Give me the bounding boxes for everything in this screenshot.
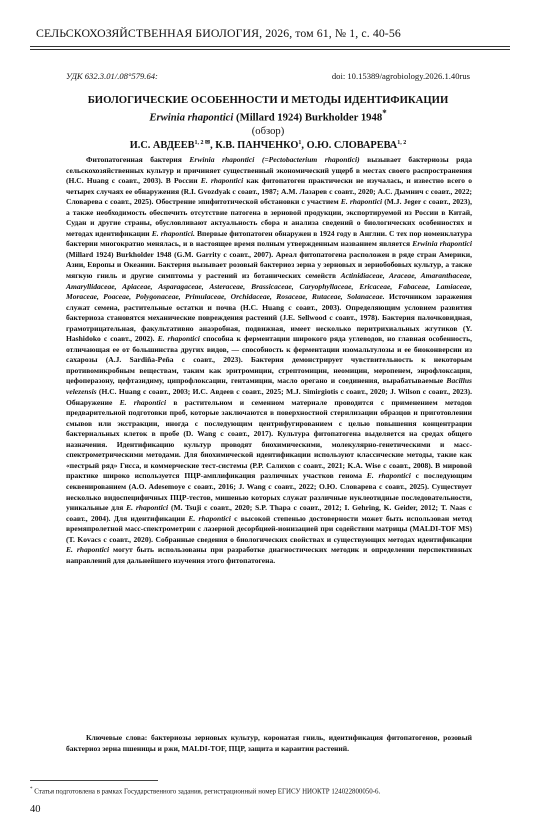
title-line-2	[40, 107, 496, 125]
footnote	[30, 785, 508, 796]
abstract-italic-term: E. rhapontici	[66, 545, 110, 555]
abstract-segment: (H.C. Huang с соавт., 2003; И.С. Авдеев с соавт., 2025; M.J. Simirgiotis с соавт., 2020; J. Wilson с соавт., 2023). Обнаружение	[66, 387, 472, 407]
footnote-rule	[30, 780, 158, 781]
abstract-italic-term: E. rhapontici	[200, 176, 244, 186]
abstract-italic-term: Actinidiaceae, Araceae, Amaranthaceae, Amaryllidaceae, Apiaceae, Asparagaceae, Asteraceae, Brassicaceae, Caryophyllaceae, Ericaceae, Fabaceae, Lamiaceae, Moraceae, Poaceae, Polygonaceae, Primulaceae, Orchidaceae, Rosaceae, Rutaceae, Solanaceae.	[66, 271, 472, 302]
abstract-segment: Фитопатогенная бактерия	[86, 155, 190, 164]
abstract-segment: (M. Tsuji с соавт., 2020; S.P. Thapa с соавт., 2012; I. Gehring, K. Geider, 2012; T. Naas с соавт., 2004). Для идентификации	[66, 503, 472, 523]
abstract-segment: (M.J. Jeger с соавт., 2023), а также необходимость обеспечить отсутствие патогена в зерновой продукции, экспортируемой из России в Китай, Судан и другие страны, обусловливают актуальность сбора и анализа сведений о биологических особенностях и методах идентификации	[66, 197, 472, 238]
abstract-italic-term: E. rhapontici	[188, 513, 231, 523]
abstract-segment: (Millard 1924) Burkholder 1948 (G.M. Garrity с соавт., 2007). Ареал фитопатогена расположен в ряде стран Америки, Азии, Европы и Океании. Бактерия вызывает розовый бактериоз зерна у зерновых и зернобобовых культур, а также мягкую гниль и другие симптомы у растений из ботанических семейств	[66, 249, 472, 281]
author-list: И.С. $АВДЕЕВ^{1, 2 ✉}$, К.В. ПАНЧЕНКО$^1$, О.Ю. СЛОВАРЕВА$^{1, 2}$	[129, 140, 407, 151]
author-affiliation: 1, 2 ✉	[194, 140, 211, 146]
keywords-label: Ключевые слова:	[86, 733, 148, 742]
page-number: 40	[30, 804, 41, 815]
abstract-italic-term: E. rhapontici.	[151, 228, 195, 238]
abstract-italic-term: Erwinia rhapontici	[412, 239, 472, 249]
abstract-segment: с высокой степенью достоверности может быть использован метод времяпролетной масс-спектрометрии с лазерной десорбцией-ионизацией при содействии матрицы (MALDI-TOF MS) (T. Kovacs с соавт., 2020). Собранные сведения о биологических свойствах и существующих методах идентификации	[66, 513, 472, 544]
review-tag: (обзор)	[251, 125, 285, 137]
title-species: Erwinia rhapontici	[149, 111, 234, 124]
journal-header: СЕЛЬСКОХОЗЯЙСТВЕННАЯ БИОЛОГИЯ, 2026, том 61, № 1, с. 40-56	[36, 26, 401, 40]
abstract-segment: вызывает бактериозы ряда сельскохозяйственных культур и причиняет существенный экономический ущерб в местах своего распространения (H.C. Huang с соавт., 2003). В России	[66, 155, 473, 186]
keywords	[66, 733, 472, 754]
abstract-italic-term: E. rhapontici	[126, 503, 169, 513]
abstract-segment: Впервые фитопатоген обнаружен в 1924 году в Англии. С тех пор номенклатура бактерии многократно менялась, и в настоящее время полным утвержденным названием является	[66, 228, 472, 249]
author-name: К.В. ПАНЧЕНКО	[215, 140, 299, 151]
doi-link[interactable]: doi: 10.15389/agrobiology.2026.1.40rus	[331, 71, 470, 81]
footnote-text: Статья подготовлена в рамках Государственного задания, регистрационный номер ЕГИСУ НИОКТР 124022800050-6.	[32, 788, 381, 796]
udk-code: УДК 632.3.01/.08°579.64:	[66, 71, 158, 81]
header-rule-top	[30, 46, 510, 47]
abstract-italic-term: E. rhapontici	[366, 471, 411, 481]
abstract-italic-term: (=Pectobacterium rhapontici)	[254, 155, 360, 164]
title-authority: (Millard 1924) Burkholder 1948	[236, 111, 383, 124]
abstract-segment: с последующим секвенированием (A.O. Adesemoye с соавт., 2016; J. Wang с соавт., 2022; О.Ю. Словарева с соавт., 2025). Существует несколько видоспецифичных ПЦР-тестов, мишенью которых служат различные нуклеотидные последовательности, уникальные для	[66, 471, 472, 513]
footnote-mark: *	[30, 787, 33, 792]
abstract-segment: могут быть использованы при разработке диагностических методик и определении перспективных направлений для дальнейшего изучения этого фитопатогена.	[66, 545, 472, 565]
title-line-1: БИОЛОГИЧЕСКИЕ ОСОБЕННОСТИ И МЕТОДЫ ИДЕНТИФИКАЦИИ	[87, 94, 449, 106]
abstract-segment: в растительном и семенном материале проводится с применением методов предварительной подготовки проб, которые заключаются в поверхностной стерилизации образцов и приготовлении смывов или экстракции, иногда с последующим центрифугированием с целью повышения концентрации бактериальных клеток в пробе (D. Wang с соавт., 2017). Культура фитопатогена выделяется на средах общего назначения. Идентификацию культур проводят биохимическими, молекулярно-генетическими и масс-спектрометрическими методами. Для биохимической идентификации используют классические методы, такие как «пестрый ряд» Гисса, и коммерческие тест-системы (Р.Р. Салихов с соавт., 2021; K.A. Wise с соавт., 2008). В мировой практике широко используется ПЦР-амплификация различных участков генома	[66, 397, 472, 481]
abstract-italic-term: E. rhapontici	[157, 334, 200, 344]
author-affiliation: 1, 2	[397, 140, 407, 146]
header-rule-bottom	[30, 49, 510, 50]
abstract-segment: как фитопатоген практически не изучалась, и известно всего о четырех случаях ее обнаружения (R.I. Gvozdyak с соавт., 1987; А.М. Лазарев с соавт., 2020; А.С. Дымнич с соавт., 2022; Словарева с соавт., 2025). Обострение эпифитотической обстановки с участием	[66, 176, 472, 207]
abstract-italic-term: Bacillus velezensis	[66, 376, 472, 397]
keywords-text: бактериозы зерновых культур, коронатая гниль, идентификация фитопатогенов, розовый бактериоз зерна пшеницы и ржи, MALDI-TOF, ПЦР, защита и карантин растений.	[66, 733, 472, 753]
author-affiliation: 1	[298, 140, 302, 146]
article-title	[40, 94, 496, 138]
abstract-italic-term: Erwinia rhapontici	[189, 155, 255, 164]
title-footnote-mark: *	[382, 108, 387, 118]
abstract-italic-term: E. rhapontici	[340, 197, 383, 207]
author-name: О.Ю. СЛОВАРЕВА	[306, 140, 398, 151]
abstract-segment: Источником заражения служат семена, растительные остатки и почва (H.C. Huang с соавт., 2003). Определяющим условием развития бактериоза становятся механические повреждения растений (J.E. Sellwood с соавт., 1978). Бактерия палочковидная, грамотрицательная, факультативно анаэробная, подвижная, имеет несколько перитрихиальных жгутиков (Y. Hashidoko с соавт., 2002).	[66, 292, 472, 344]
abstract-italic-term: E. rhapontici	[119, 397, 167, 407]
abstract-text	[66, 155, 472, 566]
author-name: И.С. АВДЕЕВ	[129, 140, 195, 151]
abstract-segment: способна к ферментации широкого ряда углеводов, но главная особенность, отличающая ее от большинства других видов, — способность к ферментации изомальтулозы и ее биоконверсии из сахарозы (A.J. Sardiña-Peña с соавт., 2023). Бактерия демонстрирует чувствительность к некоторым противомикробным веществам, таким как эритромицин, стрептомицин, неомицин, меропенем, энрофлоксацин, цефоперазону, цефтазидиму, ципрофлоксацин, гентамицин, масло орегано и соединения, вырабатываемые	[66, 334, 472, 386]
